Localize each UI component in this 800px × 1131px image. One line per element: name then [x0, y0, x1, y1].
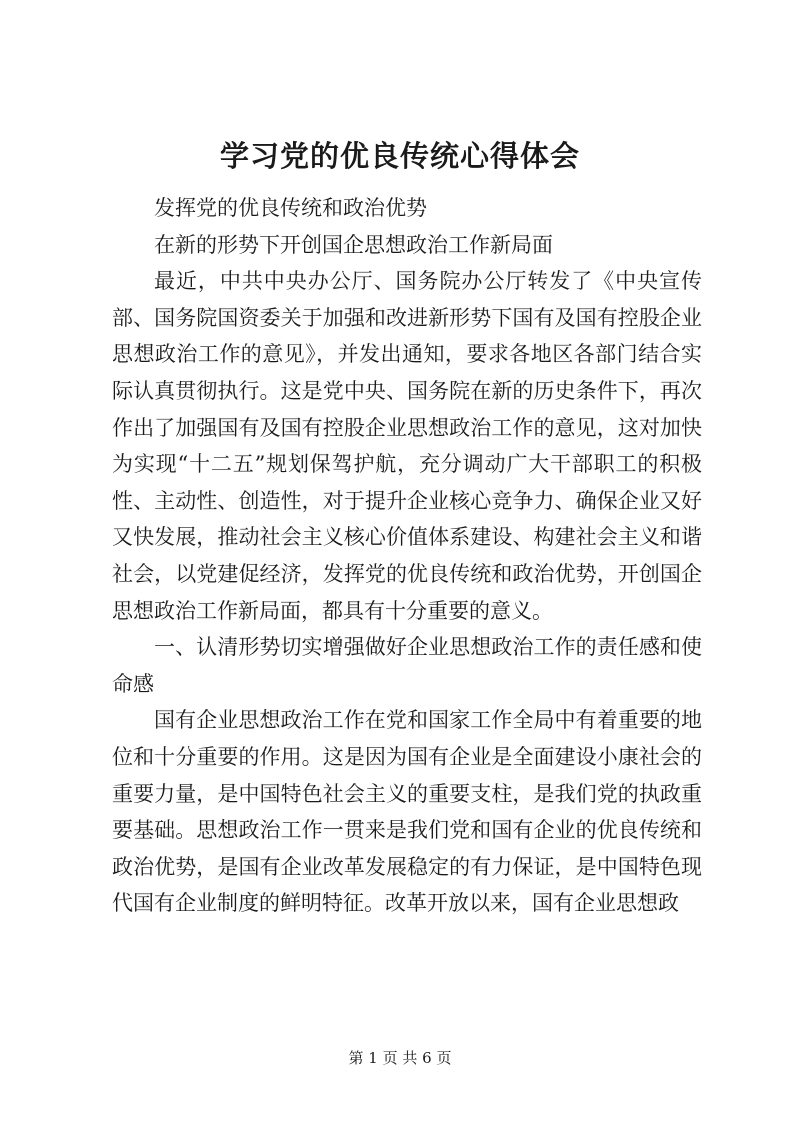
paragraph-section-1: 国有企业思想政治工作在党和国家工作全局中有着重要的地位和十分重要的作用。这是因为国有企业是全面建设小康社会的重要力量，是中国特色社会主义的重要支柱，是我们党的执政重要基础。思想政治工作一贯来是我们党和国有企业的优良传统和政治优势，是国有企业改革发展稳定的有力保证，是中国特色现代国有企业制度的鲜明特征。改革开放以来，国有企业思想政: [112, 708, 702, 916]
paragraph-subtitle-2: 在新的形势下开创国企思想政治工作新局面: [154, 232, 553, 257]
section-heading-1: 一、认清形势切实增强做好企业思想政治工作的责任感和使命感: [112, 635, 702, 696]
document-body: [112, 190, 702, 922]
document-title: 学习党的优良传统心得体会: [219, 139, 580, 173]
page-footer: 第 1 页 共 6 页: [348, 1049, 452, 1067]
paragraph-intro: 最近，中共中央办公厅、国务院办公厅转发了《中央宣传部、国务院国资委关于加强和改进新形势下国有及国有控股企业思想政治工作的意见》，并发出通知，要求各地区各部门结合实际认真贯彻执行。这是党中央、国务院在新的历史条件下，再次作出了加强国有及国有控股企业思想政治工作的意见，这对加快为实现“十二五”规划保驾护航，充分调动广大干部职工的积极性、主动性、创造性，对于提升企业核心竞争力、确保企业又好又快发展，推动社会主义核心价值体系建设、构建社会主义和谐社会，以党建促经济，发挥党的优良传统和政治优势，开创国企思想政治工作新局面，都具有十分重要的意义。: [112, 269, 702, 623]
paragraph-subtitle-1: 发挥党的优良传统和政治优势: [154, 196, 427, 220]
